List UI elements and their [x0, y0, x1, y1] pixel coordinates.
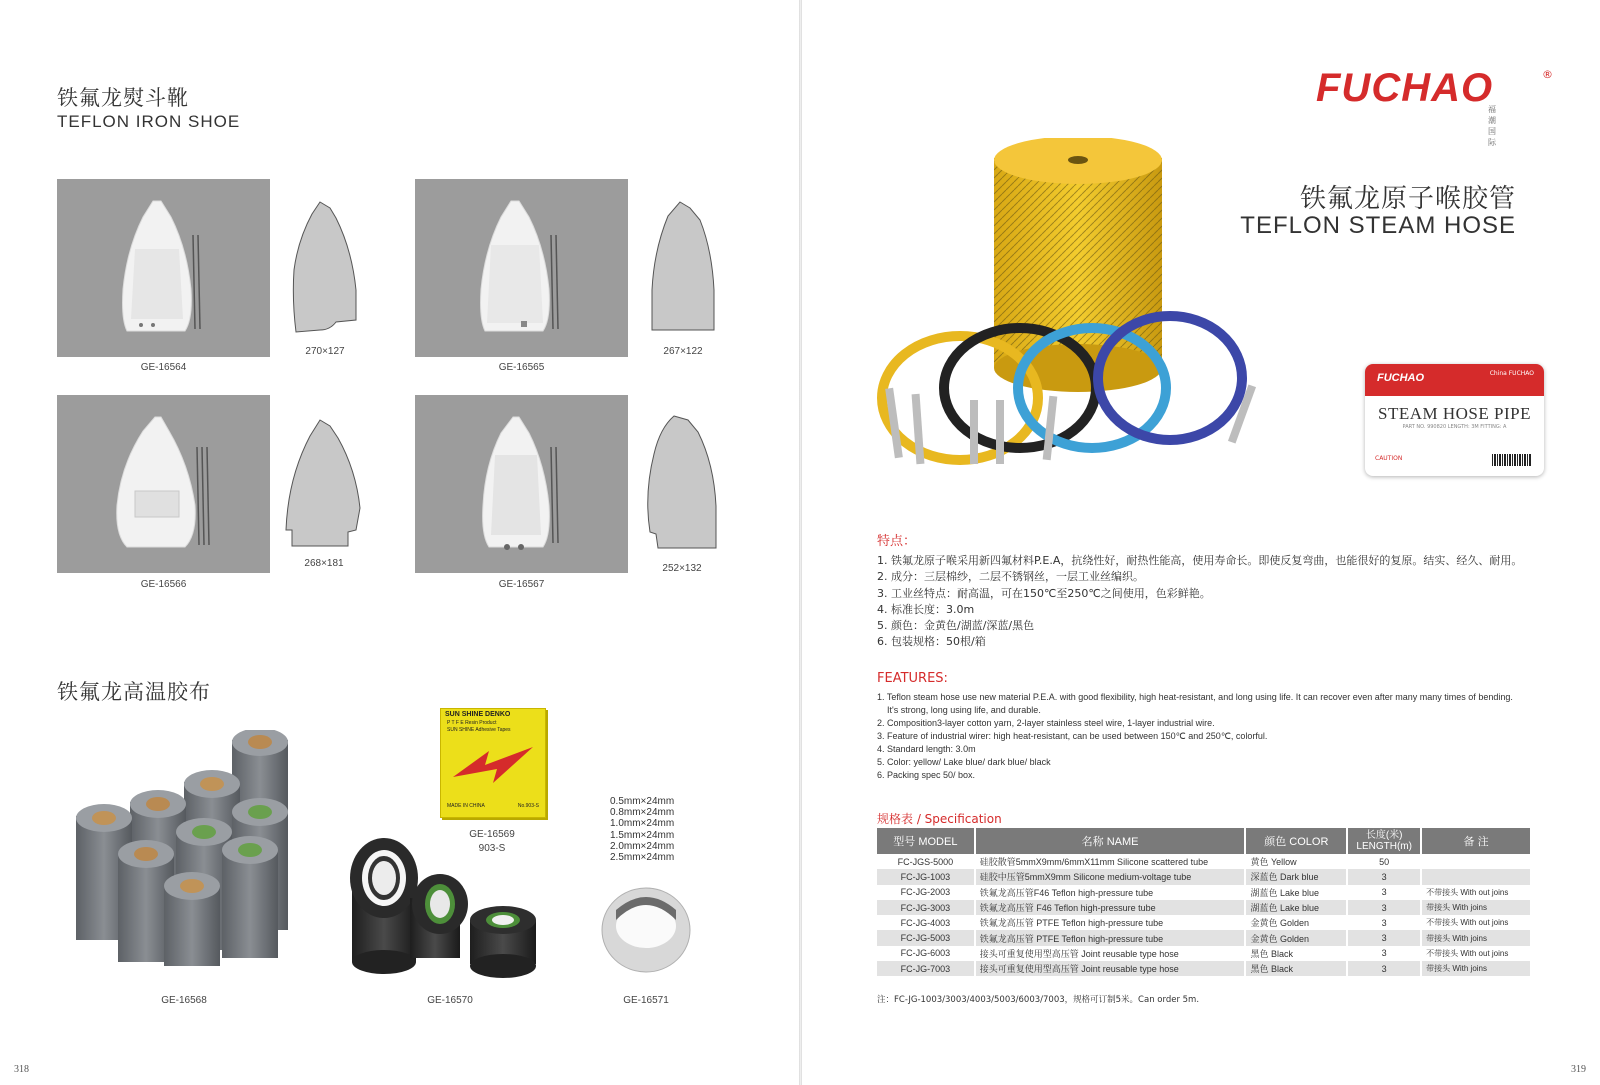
label-header — [1365, 364, 1544, 396]
list-item-line: It's strong, long using life, and durable. — [887, 705, 1041, 715]
box-number: No.903-S — [517, 803, 539, 809]
spec-table — [877, 828, 1532, 976]
product-label-card — [1365, 364, 1544, 476]
cell-color: 黑色 Black — [1245, 961, 1347, 976]
page-number: 319 — [1571, 1064, 1586, 1075]
column-header-line: 长度(米) — [1365, 830, 1403, 841]
cell-model: FC-JG-6003 — [877, 946, 975, 961]
list-item: 4. 标准长度：3.0m — [877, 602, 975, 616]
barcode-icon — [1492, 454, 1532, 466]
left-page — [0, 0, 799, 1085]
tape-title-cn: 铁氟龙高温胶布 — [57, 680, 211, 704]
product-code: GE-16571 — [623, 995, 669, 1006]
product-subcode: 903-S — [478, 843, 506, 854]
cell-name: 硅胶中压管5mmX9mm Silicone medium-voltage tube — [975, 869, 1246, 884]
product-code: GE-16570 — [427, 995, 473, 1006]
cell-color: 湖蓝色 Lake blue — [1245, 900, 1347, 915]
box-made: MADE IN CHINA — [447, 803, 485, 809]
table-row — [877, 854, 1531, 869]
table-row — [877, 900, 1531, 915]
cell-length: 3 — [1347, 930, 1421, 945]
table-row — [877, 869, 1531, 884]
cell-length: 3 — [1347, 885, 1421, 900]
cell-name: 铁氟龙高压管 PTFE Teflon high-pressure tube — [975, 930, 1246, 945]
list-item: 3. Feature of industrial wirer: high heat-resistant, can be used between 150℃ and 250℃, colorful. — [877, 731, 1268, 741]
list-item: 6. Packing spec 50/ box. — [877, 770, 976, 780]
product-size: 267×122 — [663, 346, 703, 357]
cell-model: FC-JG-4003 — [877, 915, 975, 930]
registered-mark: ® — [1542, 68, 1553, 81]
hose-title-en: TEFLON STEAM HOSE — [1240, 212, 1516, 239]
column-header-line: LENGTH(m) — [1356, 841, 1412, 852]
tape-size: 0.5mm×24mm — [610, 796, 675, 807]
iron-shoe-photo — [415, 395, 628, 573]
column-header: 型号 MODEL — [877, 828, 975, 854]
iron-shoe-photo — [415, 179, 628, 357]
features-en-list — [877, 691, 1557, 782]
tape-size: 0.8mm×24mm — [610, 807, 675, 819]
table-row — [877, 946, 1531, 961]
box-line: P T F E Resin Product — [447, 720, 497, 726]
cell-remark — [1421, 854, 1531, 869]
label-product-name: STEAM HOSE PIPE — [1378, 404, 1531, 423]
cell-length: 3 — [1347, 961, 1421, 976]
iron-shoe-photo — [57, 179, 270, 357]
features-cn-heading: 特点： — [877, 534, 917, 549]
product-size: 270×127 — [305, 346, 345, 357]
page-number: 318 — [14, 1064, 29, 1075]
tape-size: 2.0mm×24mm — [610, 840, 675, 852]
product-size: 252×132 — [662, 563, 702, 574]
iron-shoe-title-en: TEFLON IRON SHOE — [57, 112, 241, 131]
cell-model: FC-JG-1003 — [877, 869, 975, 884]
list-item: 3. 工业丝特点：耐高温，可在150℃至250℃之间使用，色彩鲜艳。 — [877, 586, 1211, 600]
box-brand: SUN SHINE DENKO — [445, 711, 511, 718]
cell-model: FC-JG-3003 — [877, 900, 975, 915]
label-origin: China FUCHAO — [1489, 370, 1534, 377]
column-header: 备 注 — [1421, 828, 1531, 854]
white-tape-roll — [600, 880, 692, 980]
cell-color: 黑色 Black — [1245, 946, 1347, 961]
cell-model: FC-JG-5003 — [877, 930, 975, 945]
cell-remark: 带接头 With joins — [1421, 930, 1531, 945]
cell-color: 金黄色 Golden — [1245, 915, 1347, 930]
cell-name: 铁氟龙高压管 F46 Teflon high-pressure tube — [975, 900, 1246, 915]
list-item: 5. 颜色：金黄色/湖蓝/深蓝/黑色 — [877, 619, 1035, 633]
cell-color: 湖蓝色 Lake blue — [1245, 885, 1347, 900]
list-item — [877, 691, 1557, 717]
table-row — [877, 961, 1531, 976]
label-brand: FUCHAO — [1377, 372, 1425, 384]
cell-length: 3 — [1347, 900, 1421, 915]
cell-model: FC-JG-2003 — [877, 885, 975, 900]
logo-text: FUCHAO — [1316, 66, 1494, 110]
cell-color: 金黄色 Golden — [1245, 930, 1347, 945]
product-code: GE-16568 — [161, 995, 207, 1006]
list-item: 1. 铁氟龙原子喉采用新四氟材料P.E.A，抗绕性好，耐热性能高，使用寿命长。即使反复弯曲，也能很好的复原。结实、经久、耐用。 — [877, 554, 1523, 567]
right-page — [802, 0, 1600, 1085]
black-tape-rolls — [350, 838, 550, 988]
features-cn-list — [877, 553, 1522, 651]
cell-name: 铁氟龙高压管F46 Teflon high-pressure tube — [975, 885, 1246, 900]
tape-size: 2.5mm×24mm — [610, 852, 675, 864]
iron-shoe-outline — [284, 418, 364, 550]
tape-size: 1.5mm×24mm — [610, 829, 675, 841]
hose-title-cn: 铁氟龙原子喉胶管 — [1299, 184, 1516, 214]
tape-size: 1.0mm×24mm — [610, 818, 675, 830]
table-row — [877, 885, 1531, 900]
product-code: GE-16565 — [498, 362, 545, 373]
cell-remark: 不带接头 With out joins — [1421, 915, 1531, 930]
column-header: 名称 NAME — [975, 828, 1246, 854]
box-line: SUN SHINE Adhesive Tapes — [447, 727, 511, 733]
cell-model: FC-JGS-5000 — [877, 854, 975, 869]
cell-length: 3 — [1347, 869, 1421, 884]
list-item-line: 1. Teflon steam hose use new material P.E.A. with good flexibility, high heat-resistant, and long using life. It can recover even after many many times of bending. — [877, 692, 1513, 702]
lightning-icon — [449, 737, 537, 797]
table-row — [877, 930, 1531, 945]
iron-shoe-photo — [57, 395, 270, 573]
table-row — [877, 915, 1531, 930]
list-item: 2. Composition3-layer cotton yarn, 2-layer stainless steel wire, 1-layer industrial wire. — [877, 718, 1215, 728]
cell-length: 50 — [1347, 854, 1421, 869]
spec-note: 注：FC-JG-1003/3003/4003/5003/6003/7003，规格可订制5米。Can order 5m. — [877, 995, 1200, 1005]
list-item: 6. 包装规格：50根/箱 — [877, 635, 986, 649]
list-item: 2. 成分：三层棉纱，二层不锈钢丝，一层工业丝编织。 — [877, 570, 1144, 584]
features-en-heading: FEATURES: — [877, 671, 948, 686]
product-code: GE-16566 — [140, 579, 187, 590]
iron-shoe-outline — [644, 414, 720, 554]
list-item: 5. Color: yellow/ Lake blue/ dark blue/ black — [877, 757, 1051, 767]
cell-name: 接头可重复使用型高压管 Joint reusable type hose — [975, 961, 1246, 976]
steam-hose-photo — [870, 138, 1300, 478]
product-code: GE-16564 — [140, 362, 187, 373]
caution-label: CAUTION — [1375, 455, 1403, 462]
column-header — [1347, 828, 1421, 854]
cell-remark: 带接头 With joins — [1421, 961, 1531, 976]
cell-remark: 不带接头 With out joins — [1421, 885, 1531, 900]
cell-model: FC-JG-7003 — [877, 961, 975, 976]
cell-color: 深蓝色 Dark blue — [1245, 869, 1347, 884]
tape-size-list — [610, 796, 674, 863]
cell-remark: 不带接头 With out joins — [1421, 946, 1531, 961]
cell-remark — [1421, 869, 1531, 884]
list-item: 4. Standard length: 3.0m — [877, 744, 976, 754]
spec-heading: 规格表 / Specification — [877, 812, 1002, 826]
cell-name: 硅胶散管5mmX9mm/6mmX11mm Silicone scattered tube — [975, 854, 1246, 869]
iron-shoe-outline — [290, 200, 360, 336]
iron-shoe-title-cn: 铁氟龙熨斗靴 — [57, 86, 189, 110]
cell-length: 3 — [1347, 946, 1421, 961]
table-header-row — [877, 828, 1531, 854]
cell-name: 接头可重复使用型高压管 Joint reusable type hose — [975, 946, 1246, 961]
label-details: PART NO. 990820 LENGTH: 3M FITTING: A — [1402, 424, 1507, 430]
cell-length: 3 — [1347, 915, 1421, 930]
column-header: 颜色 COLOR — [1245, 828, 1347, 854]
cell-name: 铁氟龙高压管 PTFE Teflon high-pressure tube — [975, 915, 1246, 930]
grey-tape-rolls — [72, 730, 292, 970]
fuchao-logo — [1316, 66, 1553, 147]
product-size: 268×181 — [304, 558, 344, 569]
iron-shoe-outline — [648, 200, 718, 336]
tape-box — [440, 708, 546, 818]
product-code: GE-16567 — [498, 579, 545, 590]
product-code: GE-16569 — [469, 829, 515, 840]
cell-color: 黄色 Yellow — [1245, 854, 1347, 869]
cell-remark: 带接头 With joins — [1421, 900, 1531, 915]
logo-subtitle: 福潮国际 — [1488, 105, 1498, 147]
